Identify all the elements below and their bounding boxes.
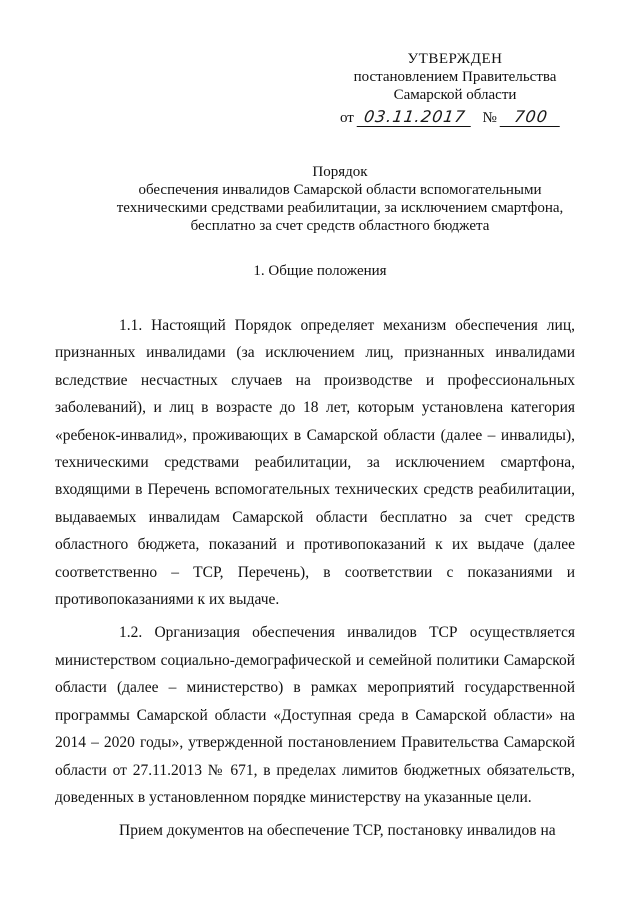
approval-line-2: Самарской области — [393, 87, 517, 103]
title-line-4: бесплатно за счет средств областного бюджета — [190, 218, 490, 234]
paragraph-intake: Прием документов на обеспечение ТСР, постановку инвалидов на — [119, 822, 556, 840]
approval-title: УТВЕРЖДЕН — [407, 51, 503, 67]
handwritten-number: 700 — [499, 108, 562, 127]
body-text — [55, 312, 575, 845]
section-heading: 1. Общие положения — [253, 263, 387, 279]
approval-line-1: постановлением Правительства — [353, 69, 557, 85]
title-line-2: обеспечения инвалидов Самарской области вспомогательными — [138, 182, 542, 198]
handwritten-date: 03.11.2017 — [356, 108, 472, 127]
paragraph-1-2: 1.2. Организация обеспечения инвалидов ТСР осуществляется министерством социально-демографической и семейной политики Самарской области (далее – министерство) в рамках мероприятий государственной программы Самарской области «Доступная среда в Самарской области» на 2014 – 2020 годы», утвержденной постановлением Правительства Самарской области от 27.11.2013 № 671, в пределах лимитов бюджетных обязательств, доведенных в установленном порядке министерству на указанные цели. — [55, 624, 575, 806]
document-title — [110, 163, 570, 235]
approval-stamp — [330, 50, 580, 127]
paragraph-1-1: 1.1. Настоящий Порядок определяет механизм обеспечения лиц, признанных инвалидами (за исключением лиц, признанных инвалидами вследствие несчастных случаев на производстве и профессиональных заболеваний), и лиц в возрасте до 18 лет, которым установлена категория «ребенок-инвалид», проживающих в Самарской области (далее – инвалиды), техническими средствами реабилитации, за исключением смартфона, входящими в Перечень вспомогательных технических средств реабилитации, выдаваемых инвалидам Самарской области бесплатно за счет средств областного бюджета, показаний и противопоказаний к их выдаче (далее соответственно – ТСР, Перечень), в соответствии с показаниями и противопоказаниями к их выдаче. — [55, 317, 575, 609]
title-line-1: Порядок — [312, 164, 368, 180]
approval-date-row — [330, 108, 580, 127]
number-prefix: № — [482, 110, 497, 126]
date-prefix: от — [340, 110, 354, 126]
title-line-3: техническими средствами реабилитации, за исключением смартфона, — [116, 200, 564, 216]
